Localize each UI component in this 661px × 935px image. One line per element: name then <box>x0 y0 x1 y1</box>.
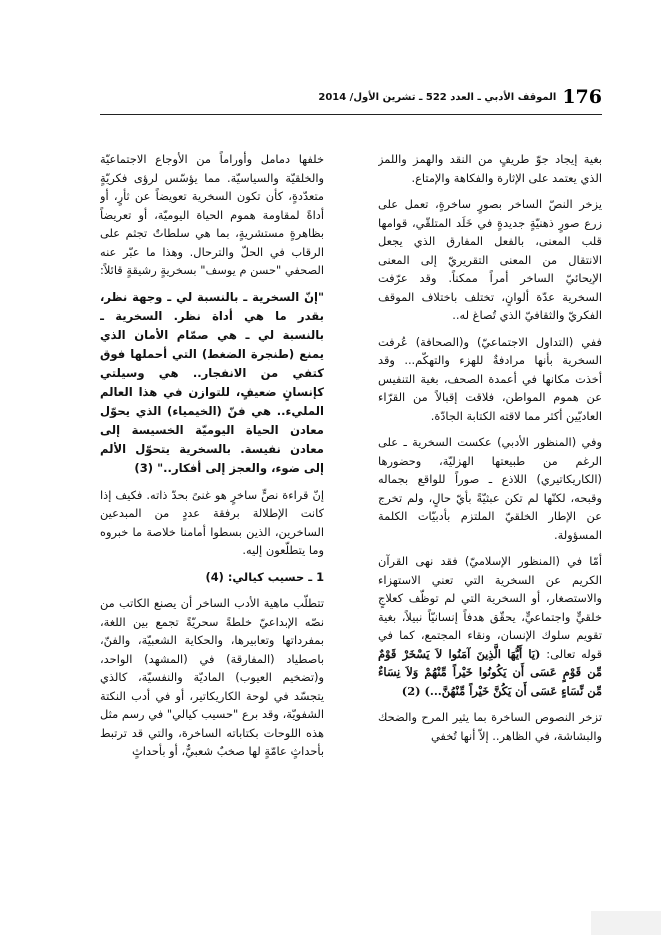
section-title: 1 ـ حسيب كيالي: (4) <box>205 569 324 584</box>
right-paragraph-2: يزخر النصّ الساخر بصورٍ ساخرةٍ، تعمل على زرع صورٍ ذهنيّةٍ جديدةٍ في خَلَد المتلقّي، قوامها قلب المعنى، بالفعل المفارق الذي يجعل الانتقال من المعنى التقريريّ إلى المعنى الإيحائيّ الساخر أمراً ممكناً. وقد عرّفت السخرية عدّة ألوانٍ، تختلف باختلاف الموقف الفكريّ والثقافيّ الذي تُصاغ له.. <box>378 197 602 322</box>
right-column <box>378 150 602 890</box>
quran-verse: (يَا أَيُّهَا الَّذِينَ آمَنُوا لاَ يَسْخَرْ قَوْمٌ مِّن قَوْمٍ عَسَى أَن يَكُونُوا خَيْراً مِّنْهُمْ وَلاَ نِسَاءٌ مِّن نِّسَاءٍ عَسَى أَن يَكُنَّ خَيْراً مِّنْهُنَّ...) (2) <box>378 646 602 698</box>
right-paragraph-3: ففي (التداول الاجتماعيّ) و(الصحافة) عُرفت السخرية بأنها مرادفةٌ للهزء والتهكّم... وقد أخذت مكانها في أعمدة الصحف، بغية التنفيس عن هموم المواطن، فلاقت إقبالاً من القرّاء العاديّين أكثر مما لاقته الكتابة الجادّة. <box>378 334 602 423</box>
right-paragraph-5 <box>378 552 602 700</box>
header-rule <box>100 114 602 115</box>
left-paragraph-2: إنّ قراءة نصٍّ ساخرٍ هو غنىً بحدّ ذاته. فكيف إذا كانت الإطلالة برفقة عددٍ من المبدعين الساخرين، الذين بسطوا أمامنا خلاصة ما خبروه وما يتطلّعون إليه. <box>100 487 324 557</box>
right-paragraph-1: بغية إيجاد جوّ طريفٍ من النقد والهمز واللمز الذي يعتمد على الإثارة والفكاهة والإمتاع. <box>378 152 602 185</box>
block-quote: "إنّ السخرية ـ بالنسبة لي ـ وجهة نظر، بقدر ما هي أداة نظر. السخرية ـ بالنسبة لي ـ هي صمّام الأمان الذي يمنع (طنجرة الضغط) التي أحملها فوق كتفي من الانفجار.. هي وسيلتي كإنسانٍ ضعيفٍ، للتوازن في هذا العالم المليء.. هي فنّ (الخيمياء) الذي يحوّل معادن الحياة اليوميّة الخسيسة إلى معادن نفيسة. بالسخرية يتحوّل الألم إلى ضوء، والعجز إلى أفكار.." (3) <box>100 289 324 475</box>
journal-running-head: الموقف الأدبي ـ العدد 522 ـ تشرين الأول/ 2014 <box>318 91 557 103</box>
running-header <box>318 84 602 110</box>
left-paragraph-3: تتطلّب ماهية الأدب الساخر أن يصنع الكاتب من نصّه الإبداعيّ خلطةً سحريّةً تجمع بين اللغة، بمفرداتها وتعابيرها، والحكاية الشعبيّة، والفنّ، باصطياد (المفارقة) في (المشهد) الواحد، و(تضخيم العيوب) الماديّة والنفسيّة، كالذي يتجسّد في لوحة الكاريكاتير، أو في أدب النكتة الشفويّة، وقد برع "حسيب كيالي" في رسم مثل هذه اللوحات بكتاباته الساخرة، والتي قد ترتبط بأحداثٍ عامّةٍ لها صخبٌ شعبيٌّ، أو بأحداثٍ <box>100 596 324 758</box>
right-paragraph-4: وفي (المنظور الأدبي) عكست السخرية ـ على الرغم من طبيعتها الهزليّة، وحضورها (الكاريكاتيري) اللاذع ـ صوراً للواقع بجماله وقبحه، لكنّها لم تكن عبثيّةً بأيّ حالٍ، ولم تخرج عن الإطار الخلقيّ الملتزم بأدبيّات الكلمة المسؤولة. <box>378 435 602 542</box>
right-paragraph-5-text: أمّا في (المنظور الإسلاميّ) فقد نهى القرآن الكريم عن السخرية التي تعني الاستهزاء والاستصغار، أو السخرية التي لم توظّف كعلاجٍ خلقيٍّ واجتماعيٍّ، يحقّق هدفاً إنسانيّاً نبيلاً، بغية تقويم سلوك الإنسان، ونقاء المجتمع، كما في قوله تعالى: <box>378 554 602 661</box>
page-corner-shade <box>591 911 661 935</box>
page-number: 176 <box>562 86 602 108</box>
left-column <box>100 150 324 890</box>
right-paragraph-6: تزخر النصوص الساخرة بما يثير المرح والضحك والبشاشة، في الظاهر.. إلاّ أنها تُخفي <box>378 710 602 743</box>
left-paragraph-1: خلفها دمامل وأوراماً من الأوجاع الاجتماعيّة والخلقيّة والسياسيّة. مما يؤسّس لرؤى فكريّةٍ متعدّدةٍ، كأن تكون السخرية تعويضاً عن ثأرٍ، أو أداةً لمقاومة هموم الحياة اليوميّة، أو تعريضاً بظاهرةٍ مستشريةٍ، بما هي سلطاتٌ تجثم على الرقاب في الحلّ والترحال. وهذا ما عبّر عنه الصحفي "حسن م يوسف" بسخريةٍ رشيقةٍ قائلاً: <box>100 152 324 277</box>
